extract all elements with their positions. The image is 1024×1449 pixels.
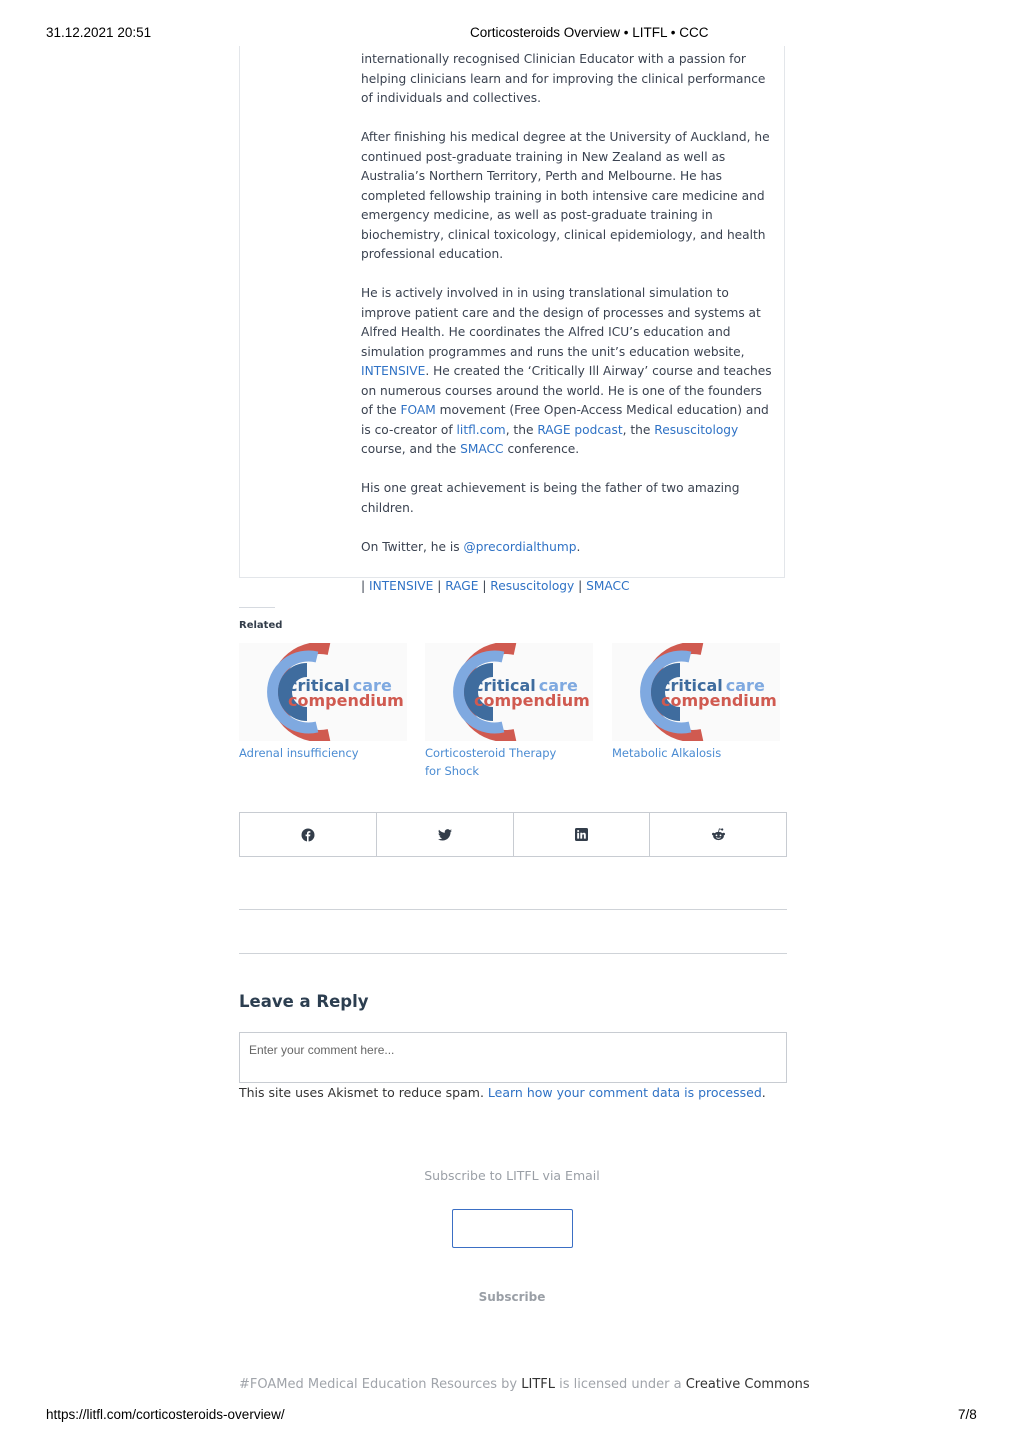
separator: | <box>578 578 583 593</box>
bio-text: On Twitter, he is <box>361 539 464 554</box>
related-post[interactable] <box>612 643 784 763</box>
author-links <box>361 577 777 597</box>
print-datetime: 31.12.2021 20:51 <box>46 25 152 40</box>
intensive-link[interactable]: INTENSIVE <box>361 364 426 378</box>
ccc-logo-thumbnail[interactable] <box>425 643 593 741</box>
separator: | <box>437 578 442 593</box>
facebook-icon <box>301 828 315 842</box>
share-facebook-button[interactable] <box>240 813 377 856</box>
leave-reply-heading: Leave a Reply <box>239 992 369 1011</box>
resuscitology-link[interactable]: Resuscitology <box>654 422 739 437</box>
license-notice <box>239 1377 810 1392</box>
akismet-text: . <box>761 1085 766 1100</box>
subscribe-label: Subscribe to LITFL via Email <box>424 1168 600 1183</box>
related-post[interactable] <box>239 643 411 763</box>
logo-text: care <box>725 676 765 695</box>
comment-input[interactable]: Enter your comment here... <box>239 1032 787 1083</box>
akismet-notice <box>239 1085 766 1100</box>
share-linkedin-button[interactable] <box>514 813 651 856</box>
twitter-icon <box>438 829 452 841</box>
share-twitter-button[interactable] <box>377 813 514 856</box>
divider <box>239 953 787 954</box>
bio-text: course, and the <box>361 442 461 456</box>
bio-text: , the <box>622 422 655 437</box>
logo-text: care <box>352 676 392 695</box>
logo-text: critical <box>288 676 350 695</box>
bio-text: He is actively involved in in using translational simulation to improve patient care and the design of processes and systems at Alfred Health. He coordinates the Alfred ICU’s education and simulation programmes and runs the unit’s education website, <box>361 286 761 359</box>
akismet-learn-link[interactable]: Learn how your comment data is processed <box>487 1085 762 1100</box>
related-heading: Related <box>239 620 283 631</box>
separator: | <box>482 578 487 593</box>
author-link-resuscitology[interactable]: Resuscitology <box>490 578 575 593</box>
bio-text: . <box>576 539 581 554</box>
bio-paragraph: His one great achievement is being the father of two amazing children. <box>361 481 740 515</box>
license-text: #FOAMed Medical Education Resources by <box>239 1377 522 1392</box>
share-reddit-button[interactable] <box>650 813 786 856</box>
bio-text: movement (Free Open-Access Medical education) and is co-creator of <box>361 403 769 437</box>
rage-podcast-link[interactable]: RAGE podcast <box>537 422 623 437</box>
logo-text: critical <box>661 676 723 695</box>
logo-text: critical <box>474 676 536 695</box>
bio-text: conference. <box>503 442 580 456</box>
related-post[interactable] <box>425 643 597 780</box>
twitter-handle-link[interactable]: @precordialthump <box>463 539 577 554</box>
author-bio <box>361 50 777 616</box>
bio-text: . He created the ‘Critically Ill Airway’ course and teaches on numerous courses around the world. He is one of the founders of the <box>361 364 772 417</box>
bio-paragraph <box>361 284 777 460</box>
creative-commons-link[interactable]: Creative Commons <box>685 1377 810 1392</box>
foam-link[interactable]: FOAM <box>400 403 436 417</box>
author-link-rage[interactable]: RAGE <box>445 578 479 593</box>
logo-text: compendium <box>661 691 777 710</box>
divider <box>239 909 787 910</box>
ccc-logo-thumbnail[interactable] <box>612 643 780 741</box>
bio-paragraph: After finishing his medical degree at the University of Auckland, he continued post-graduate training in New Zealand as well as Australia’s Northern Territory, Perth and Melbourne. He has completed fellowship training in both intensive care medicine and emergency medicine, as well as post-graduate training in biochemistry, clinical toxicology, clinical epidemiology, and health professional education. <box>361 130 770 261</box>
reddit-icon <box>711 828 726 841</box>
print-page-title: Corticosteroids Overview • LITFL • CCC <box>470 25 709 40</box>
print-url: https://litfl.com/corticosteroids-overview/ <box>46 1407 285 1422</box>
related-divider <box>239 607 275 608</box>
author-link-smacc[interactable]: SMACC <box>586 578 630 593</box>
litfl-license-link[interactable]: LITFL <box>521 1377 556 1392</box>
share-bar <box>239 812 787 857</box>
logo-text: compendium <box>474 691 590 710</box>
bio-paragraph <box>361 538 777 558</box>
license-text: is licensed under a <box>555 1377 686 1392</box>
subscribe-email-input[interactable] <box>452 1209 573 1248</box>
litfl-link[interactable]: litfl.com <box>456 422 506 437</box>
ccc-logo-thumbnail[interactable] <box>239 643 407 741</box>
separator: | <box>361 578 366 593</box>
author-link-intensive[interactable]: INTENSIVE <box>368 578 434 593</box>
related-link-metabolic-alkalosis[interactable]: Metabolic Alkalosis <box>612 746 722 760</box>
akismet-text: This site uses Akismet to reduce spam. <box>239 1085 488 1100</box>
linkedin-icon <box>575 828 588 841</box>
bio-text: , the <box>505 422 538 437</box>
related-link-corticosteroid-therapy[interactable]: Corticosteroid Therapy for Shock <box>425 746 557 778</box>
print-page-number: 7/8 <box>958 1407 977 1422</box>
smacc-link[interactable]: SMACC <box>460 442 504 456</box>
bio-paragraph: internationally recognised Clinician Educator with a passion for helping clinicians learn and for improving the clinical performance of individuals and collectives. <box>361 52 766 105</box>
logo-text: compendium <box>288 691 404 710</box>
subscribe-button[interactable]: Subscribe <box>478 1290 546 1304</box>
related-link-adrenal-insufficiency[interactable]: Adrenal insufficiency <box>239 746 359 760</box>
logo-text: care <box>538 676 578 695</box>
